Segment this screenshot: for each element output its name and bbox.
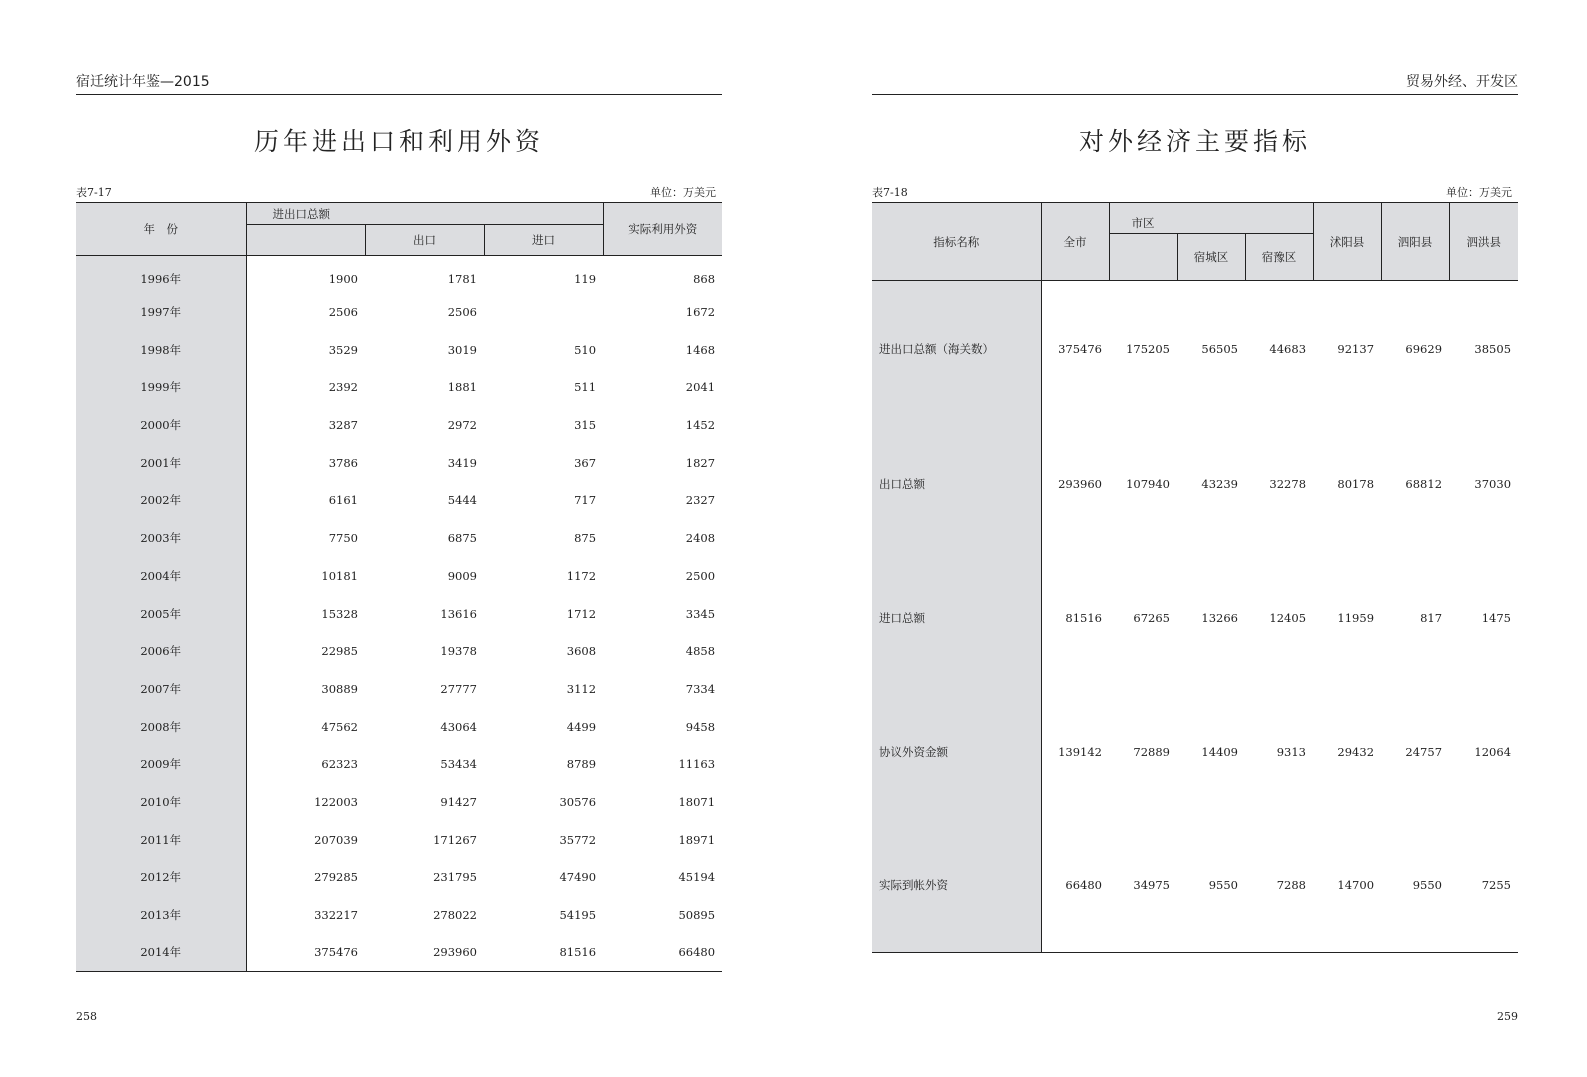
value-cell: 13616 (440, 606, 477, 621)
col-header-urban: 市区 (1109, 203, 1313, 234)
value-cell: 22985 (321, 644, 358, 659)
year-cell: 2003年 (76, 519, 246, 557)
col-header-trade-total: 进出口总额 (246, 203, 603, 225)
table-number: 表7-18 (872, 186, 908, 199)
value-cell: 53434 (440, 757, 477, 772)
value-cell: 3786 (328, 455, 358, 470)
value-cell: 293960 (433, 945, 477, 960)
value-cell: 817 (1420, 610, 1443, 625)
value-cell: 2041 (685, 380, 716, 395)
value-cell: 375476 (1058, 341, 1102, 356)
table-row (76, 369, 722, 407)
value-cell: 14700 (1337, 878, 1375, 893)
table-row (76, 482, 722, 520)
value-cell: 62323 (321, 757, 358, 772)
value-cell: 27777 (440, 681, 477, 696)
value-cell: 2506 (447, 305, 477, 320)
foreign-economy-table (872, 202, 1518, 953)
table-row (76, 595, 722, 633)
value-cell: 9313 (1276, 744, 1307, 759)
left-page (76, 0, 722, 1077)
value-cell: 69629 (1405, 341, 1443, 356)
year-cell: 2009年 (76, 745, 246, 783)
value-cell: 511 (574, 380, 597, 395)
year-cell: 2014年 (76, 934, 246, 972)
col-header-year: 年 份 (76, 203, 246, 256)
table-row (872, 281, 1518, 417)
value-cell: 207039 (314, 832, 358, 847)
table-row (76, 821, 722, 859)
unit-label: 单位：万美元 (1446, 186, 1512, 199)
table-row (76, 293, 722, 331)
year-cell: 1999年 (76, 369, 246, 407)
value-cell: 717 (574, 493, 597, 508)
value-cell: 868 (693, 271, 716, 286)
value-cell: 1712 (566, 606, 597, 621)
table-row (76, 331, 722, 369)
value-cell: 81516 (559, 945, 597, 960)
table-number: 表7-17 (76, 186, 112, 199)
col-header-export: 出口 (365, 225, 484, 256)
table-row (76, 896, 722, 934)
value-cell: 7288 (1276, 878, 1307, 893)
year-cell: 1997年 (76, 293, 246, 331)
value-cell: 11959 (1337, 610, 1375, 625)
value-cell: 9550 (1208, 878, 1238, 893)
value-cell: 30576 (559, 794, 597, 809)
running-header-text: 宿迁统计年鉴—2015 (76, 74, 210, 90)
value-cell: 2506 (328, 305, 358, 320)
value-cell: 13266 (1201, 610, 1238, 625)
value-cell: 2972 (447, 418, 477, 433)
page-title: 历年进出口和利用外资 (253, 127, 544, 156)
value-cell: 12405 (1269, 610, 1307, 625)
table-row (76, 406, 722, 444)
value-cell: 80178 (1337, 476, 1375, 491)
value-cell: 50895 (678, 908, 716, 923)
indicator-label: 出口总额 (872, 417, 1041, 551)
indicator-label: 进出口总额（海关数） (872, 281, 1041, 417)
table-row (76, 632, 722, 670)
value-cell: 11163 (678, 757, 716, 772)
value-cell: 47562 (321, 719, 358, 734)
col-header-indicator: 指标名称 (872, 203, 1041, 281)
value-cell: 2327 (685, 493, 716, 508)
value-cell: 3112 (566, 681, 597, 696)
value-cell: 14409 (1201, 744, 1238, 759)
value-cell: 18071 (678, 794, 716, 809)
value-cell: 29432 (1337, 744, 1375, 759)
value-cell: 9009 (447, 568, 477, 583)
page-number: 258 (76, 1010, 97, 1023)
value-cell: 5444 (447, 493, 477, 508)
value-cell: 875 (574, 531, 597, 546)
value-cell: 2408 (685, 531, 716, 546)
indicator-label: 协议外资金额 (872, 685, 1041, 819)
table-row (76, 783, 722, 821)
value-cell: 81516 (1065, 610, 1102, 625)
value-cell: 1452 (685, 418, 716, 433)
value-cell: 1781 (447, 271, 477, 286)
value-cell: 375476 (314, 945, 358, 960)
value-cell: 9458 (685, 719, 716, 734)
table-row (76, 708, 722, 746)
value-cell: 43239 (1201, 476, 1238, 491)
col-header-siyang: 泗阳县 (1381, 203, 1449, 281)
value-cell: 171267 (433, 832, 477, 847)
value-cell: 6875 (447, 531, 477, 546)
value-cell: 7750 (328, 531, 358, 546)
running-header (872, 72, 1518, 95)
value-cell: 18971 (678, 832, 716, 847)
value-cell: 1672 (685, 305, 716, 320)
value-cell: 30889 (321, 681, 358, 696)
value-cell: 1881 (447, 380, 477, 395)
table-row (872, 551, 1518, 685)
table-row (76, 934, 722, 972)
running-header (76, 72, 722, 95)
value-cell: 35772 (559, 832, 597, 847)
value-cell: 3529 (328, 342, 358, 357)
value-cell: 510 (574, 342, 597, 357)
value-cell: 45194 (678, 870, 716, 885)
table-row (76, 256, 722, 294)
value-cell: 24757 (1405, 744, 1443, 759)
value-cell: 139142 (1058, 744, 1102, 759)
col-header-fdi: 实际利用外资 (603, 203, 722, 256)
value-cell: 2500 (685, 568, 716, 583)
value-cell: 72889 (1133, 744, 1170, 759)
value-cell: 4499 (566, 719, 597, 734)
indicator-label: 实际到帐外资 (872, 819, 1041, 953)
value-cell: 67265 (1133, 610, 1170, 625)
value-cell: 3287 (328, 418, 358, 433)
value-cell: 37030 (1474, 476, 1512, 491)
year-cell: 2002年 (76, 482, 246, 520)
value-cell: 1900 (328, 271, 358, 286)
value-cell: 15328 (321, 606, 358, 621)
value-cell: 32278 (1269, 476, 1307, 491)
value-cell: 332217 (314, 908, 358, 923)
value-cell: 231795 (433, 870, 477, 885)
year-cell: 2004年 (76, 557, 246, 595)
value-cell (484, 293, 603, 331)
value-cell: 293960 (1058, 476, 1102, 491)
table-row (872, 819, 1518, 953)
table-row (76, 557, 722, 595)
year-cell: 2013年 (76, 896, 246, 934)
col-header-suyu: 宿豫区 (1245, 234, 1313, 281)
col-header-sucheng: 宿城区 (1177, 234, 1245, 281)
year-cell: 2007年 (76, 670, 246, 708)
value-cell: 91427 (440, 794, 477, 809)
table-row (76, 444, 722, 482)
value-cell: 44683 (1269, 341, 1307, 356)
value-cell: 367 (574, 455, 597, 470)
year-cell: 1996年 (76, 256, 246, 294)
value-cell: 9550 (1412, 878, 1443, 893)
year-cell: 2012年 (76, 859, 246, 897)
value-cell: 2392 (328, 380, 358, 395)
value-cell: 47490 (559, 870, 597, 885)
value-cell: 1172 (566, 568, 597, 583)
value-cell: 92137 (1337, 341, 1375, 356)
value-cell: 1827 (685, 455, 716, 470)
value-cell: 3419 (447, 455, 477, 470)
value-cell: 6161 (328, 493, 358, 508)
value-cell: 122003 (314, 794, 358, 809)
value-cell: 119 (574, 271, 597, 286)
value-cell: 19378 (440, 644, 477, 659)
year-cell: 1998年 (76, 331, 246, 369)
table-row (76, 859, 722, 897)
value-cell: 12064 (1474, 744, 1512, 759)
trade-history-table (76, 202, 722, 972)
running-header-text: 贸易外经、开发区 (1406, 74, 1518, 90)
table-row (76, 670, 722, 708)
year-cell: 2000年 (76, 406, 246, 444)
right-page (872, 0, 1518, 1077)
table-row (872, 417, 1518, 551)
value-cell: 68812 (1405, 476, 1443, 491)
col-header-city: 全市 (1041, 203, 1109, 281)
value-cell: 66480 (1065, 878, 1102, 893)
value-cell: 175205 (1126, 341, 1170, 356)
value-cell: 8789 (566, 757, 597, 772)
value-cell: 43064 (440, 719, 477, 734)
year-cell: 2010年 (76, 783, 246, 821)
year-cell: 2001年 (76, 444, 246, 482)
unit-label: 单位：万美元 (650, 186, 716, 199)
col-header-sihong: 泗洪县 (1449, 203, 1518, 281)
value-cell: 3345 (685, 606, 716, 621)
year-cell: 2006年 (76, 632, 246, 670)
value-cell: 279285 (314, 870, 358, 885)
value-cell: 4858 (685, 644, 716, 659)
page-number: 259 (1497, 1010, 1518, 1023)
value-cell: 66480 (678, 945, 716, 960)
value-cell: 1475 (1481, 610, 1512, 625)
value-cell: 107940 (1126, 476, 1170, 491)
value-cell: 278022 (433, 908, 477, 923)
value-cell: 38505 (1474, 341, 1512, 356)
value-cell: 56505 (1201, 341, 1238, 356)
table-row (76, 519, 722, 557)
value-cell: 7334 (685, 681, 716, 696)
value-cell: 10181 (321, 568, 358, 583)
value-cell: 315 (574, 418, 597, 433)
year-cell: 2005年 (76, 595, 246, 633)
value-cell: 3019 (447, 342, 477, 357)
table-row (76, 745, 722, 783)
table-row (872, 685, 1518, 819)
year-cell: 2008年 (76, 708, 246, 746)
value-cell: 34975 (1133, 878, 1170, 893)
col-header-shuyang: 沭阳县 (1313, 203, 1381, 281)
value-cell: 54195 (559, 908, 597, 923)
value-cell: 3608 (566, 644, 597, 659)
value-cell: 7255 (1481, 878, 1512, 893)
value-cell: 1468 (685, 342, 716, 357)
page-title: 对外经济主要指标 (1078, 127, 1311, 156)
indicator-label: 进口总额 (872, 551, 1041, 685)
year-cell: 2011年 (76, 821, 246, 859)
col-header-import: 进口 (484, 225, 603, 256)
